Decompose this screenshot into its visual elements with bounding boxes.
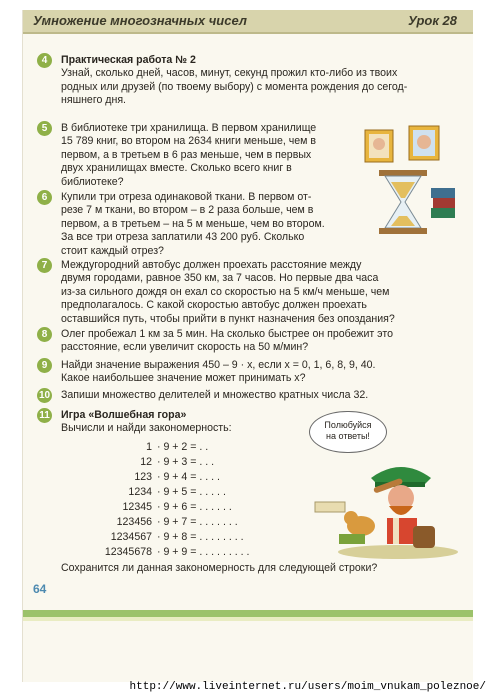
equation-left: 12345 [122, 501, 152, 513]
task-line: Купили три отреза одинаковой ткани. В первом от- [61, 191, 312, 203]
textbook-page [22, 10, 473, 682]
task-line: Междугородний автобус должен проехать расстояние между [61, 259, 362, 271]
task-line: няшнего дня. [61, 94, 127, 107]
task-line: Какое наибольшее значение может принимать x? [61, 372, 306, 385]
task-line: из-за сильного дождя он ехал со скоростью на 5 км/ч меньше, чем [61, 285, 390, 298]
task-line: резе 7 м ткани, во втором – в 2 раза больше, чем в [61, 204, 314, 217]
task-9 [41, 359, 461, 386]
task-line: двух хранилищах вместе. Сколько всего книг в [61, 162, 292, 175]
task-line: стоит каждый отрез? [61, 244, 164, 257]
task-5 [41, 122, 361, 189]
equation-right: · 9 + 3 = . . . [157, 456, 215, 468]
hourglass-illustration [361, 122, 461, 240]
pirate-illustration [313, 448, 463, 560]
equation-right: · 9 + 9 = . . . . . . . . . [157, 546, 250, 558]
chapter-title: Умножение многозначных чисел [33, 13, 247, 28]
task-line: Узнай, сколько дней, часов, минут, секунд прожил кто-либо из твоих [61, 67, 398, 80]
equation-right: · 9 + 4 = . . . . [157, 471, 221, 483]
task-8 [41, 328, 461, 355]
task-line: двумя городами, равное 350 км, за 7 часов. Но первые два часа [61, 272, 379, 285]
source-url: http://www.liveinternet.ru/users/moim_vnukam_poleznoe/ [129, 681, 486, 693]
equation-right: · 9 + 7 = . . . . . . . [157, 516, 238, 528]
task-line: предполагалось. С какой скоростью автобус должен проехать [61, 299, 367, 312]
bubble-line: на ответы! [326, 431, 370, 441]
task-line: оставшийся путь, чтобы прийти в пункт назначения без опоздания? [61, 312, 395, 325]
bottom-decor-strip-light [23, 617, 473, 621]
task-4 [41, 54, 461, 108]
task-number: 7 [37, 258, 52, 273]
task-title: Практическая работа № 2 [61, 54, 196, 66]
task-line: расстояние, если увеличит скорость на 50 м/мин? [61, 341, 309, 354]
task-number: 9 [37, 358, 52, 373]
task-10 [38, 389, 461, 402]
equation-right: · 9 + 8 = . . . . . . . . [157, 531, 244, 543]
equation-left: 1234567 [110, 531, 152, 543]
task-line: первом, а в третьем – на 5 м меньше, чем во втором. [61, 217, 325, 230]
task-line: Олег пробежал 1 км за 5 мин. На сколько быстрее он пробежит это [61, 328, 393, 340]
equation-left: 12345678 [104, 546, 152, 558]
page-number: 64 [33, 582, 47, 596]
task-line: Найди значение выражения 450 – 9 · x, если x = 0, 1, 6, 8, 9, 40. [61, 359, 376, 371]
equation-right: · 9 + 2 = . . [157, 441, 209, 453]
equation-right: · 9 + 5 = . . . . . [157, 486, 226, 498]
task-number: 6 [37, 190, 52, 205]
task-number: 4 [37, 53, 52, 68]
equation-left: 1234 [128, 486, 152, 498]
task-number: 10 [38, 390, 51, 401]
task-line: первом, а в третьем в 6 раз меньше, чем в первых [61, 148, 312, 161]
equation-right: · 9 + 6 = . . . . . . [157, 501, 232, 513]
equation-left: 12 [140, 456, 152, 468]
task-line: Запиши множество делителей и множество кратных числа 32. [61, 389, 369, 401]
lesson-label: Урок 28 [407, 13, 457, 28]
task-intro: Вычисли и найди закономерность: [61, 422, 232, 435]
task-number: 5 [37, 121, 52, 136]
task-title: Игра «Волшебная гора» [61, 409, 187, 421]
task-number: 8 [37, 327, 52, 342]
task-line: библиотеке? [61, 175, 124, 188]
bubble-line: Полюбуйся [324, 420, 372, 430]
speech-bubble [309, 411, 387, 453]
task-11-question: Сохранится ли данная закономерность для следующей строки? [61, 562, 378, 574]
bottom-decor-strip [23, 610, 473, 617]
task-line: родных или друзей (по твоему выбору) с момента рождения до сегод- [61, 80, 408, 93]
task-7 [41, 259, 461, 326]
task-line: 15 789 книг, во втором на 2634 книги меньше, чем в [61, 135, 316, 148]
equation-left: 123 [134, 471, 152, 483]
page-header [23, 10, 473, 34]
task-number: 11 [37, 408, 52, 423]
equation-left: 1 [146, 441, 152, 453]
task-6 [41, 191, 361, 258]
task-11 [39, 409, 301, 436]
task-line: За все три отреза заплатили 43 200 руб. Сколько [61, 231, 305, 244]
equation-left: 123456 [116, 516, 152, 528]
task-line: В библиотеке три хранилища. В первом хранилище [61, 122, 317, 134]
